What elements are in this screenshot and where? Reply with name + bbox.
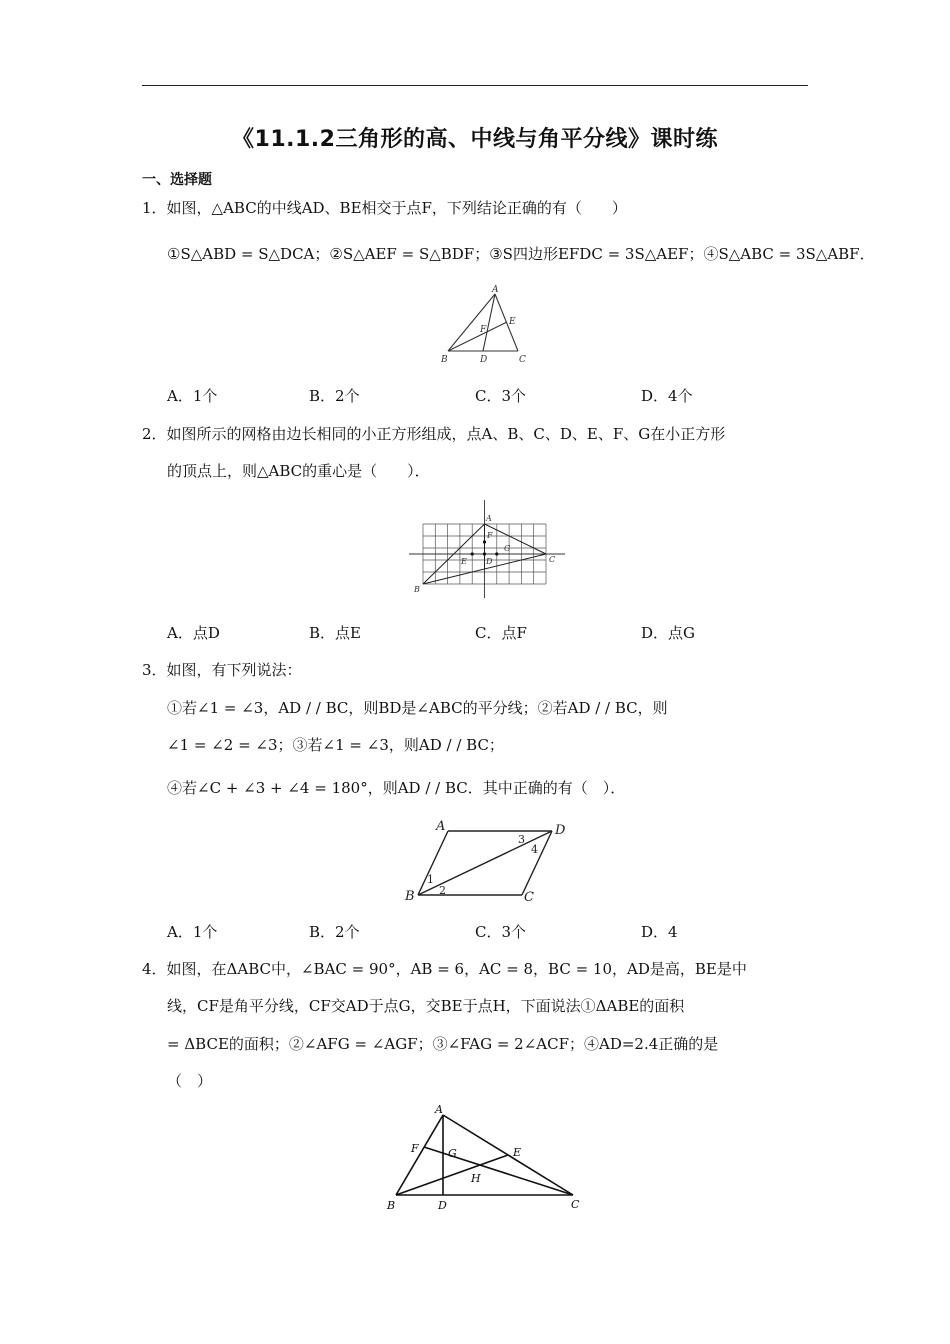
q3-line1: ①若∠1 = ∠3，AD / / BC，则BD是∠ABC的平分线；②若AD / / BC，则 [167, 699, 668, 717]
q4-line1: 4．如图，在ΔABC中，∠BAC = 90°，AB = 6，AC = 8，BC = 10，AD是高，BE是中 [142, 960, 747, 978]
q4-label-h: H [471, 1172, 481, 1185]
q2-label-c: C [549, 555, 556, 564]
q1-option-d: D．4个 [641, 387, 693, 405]
q1-label-d: D [480, 355, 488, 365]
q4-label-a: A [435, 1103, 443, 1116]
q2-label-b: B [414, 585, 420, 594]
q3-label-c: C [524, 890, 534, 905]
q2-label-d: D [486, 557, 493, 566]
q2-stem-line2: 的顶点上，则△ABC的重心是（ ）． [167, 462, 430, 480]
q1-option-c: C．3个 [475, 387, 527, 405]
q1-figure [435, 285, 535, 370]
q1-label-b: B [441, 355, 448, 365]
q2-figure [405, 498, 570, 603]
q1-option-b: B．2个 [309, 387, 360, 405]
header-rule [142, 85, 808, 86]
q3-label-a: A [436, 819, 446, 834]
q3-angle-1: 1 [427, 873, 434, 886]
q3-line2: ∠1 = ∠2 = ∠3；③若∠1 = ∠3，则AD / / BC； [167, 736, 504, 754]
q4-label-b: B [387, 1199, 396, 1212]
q2-option-d: D．点G [641, 624, 696, 642]
q1-label-f: F [480, 325, 487, 335]
q1-option-a: A．1个 [167, 387, 218, 405]
q2-option-a: A．点D [167, 624, 220, 642]
q1-label-e: E [509, 317, 516, 327]
q1-stem: 1．如图，△ABC的中线AD、BE相交于点F，下列结论正确的有（ ） [142, 199, 627, 217]
q2-label-f: F [487, 531, 493, 540]
q4-label-d: D [438, 1199, 447, 1212]
q3-option-d: D．4 [641, 923, 678, 941]
q2-stem-line1: 2．如图所示的网格由边长相同的小正方形组成，点A、B、C、D、E、F、G在小正方形 [142, 425, 726, 443]
q3-option-b: B．2个 [309, 923, 360, 941]
page-title: 《11.1.2三角形的高、中线与角平分线》课时练 [232, 127, 718, 152]
q4-line4: （ ） [167, 1072, 213, 1090]
section-heading: 一、选择题 [142, 172, 212, 188]
q4-label-g: G [448, 1147, 457, 1160]
q3-angle-2: 2 [439, 884, 446, 897]
q4-line3: = ΔBCE的面积；②∠AFG = ∠AGF；③∠FAG = 2∠ACF；④AD=2.4正确的是 [167, 1035, 719, 1053]
q1-label-c: C [519, 355, 526, 365]
q1-label-a: A [492, 285, 499, 295]
q4-line2: 线，CF是角平分线，CF交AD于点G，交BE于点H，下面说法①ΔABE的面积 [167, 997, 685, 1015]
q4-label-f: F [411, 1142, 419, 1155]
q3-figure [400, 815, 580, 910]
q3-option-a: A．1个 [167, 923, 218, 941]
q3-label-b: B [405, 889, 415, 904]
q4-figure [380, 1100, 580, 1215]
q3-stem: 3．如图，有下列说法： [142, 661, 302, 679]
q2-label-g: G [504, 544, 511, 553]
q3-angle-4: 4 [531, 843, 538, 856]
q2-label-e: E [461, 557, 467, 566]
q2-label-a: A [486, 514, 492, 523]
q4-label-c: C [571, 1198, 580, 1211]
q2-option-c: C．点F [475, 624, 527, 642]
q2-option-b: B．点E [309, 624, 361, 642]
q1-statements: ①S△ABD = S△DCA；②S△AEF = S△BDF；③S四边形EFDC = 3S△AEF；④S△ABC = 3S△ABF． [167, 245, 875, 263]
q3-line3: ④若∠C + ∠3 + ∠4 = 180°，则AD / / BC．其中正确的有（ ）． [167, 779, 626, 797]
q3-option-c: C．3个 [475, 923, 527, 941]
q3-label-d: D [555, 823, 566, 838]
q3-angle-3: 3 [518, 833, 525, 846]
q4-label-e: E [513, 1146, 522, 1159]
